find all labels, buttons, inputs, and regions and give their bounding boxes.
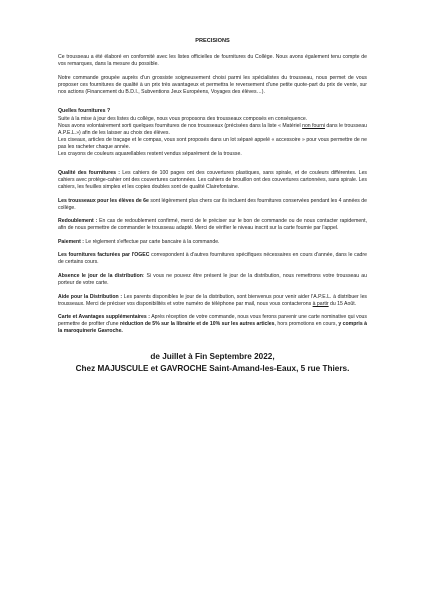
carte-label: Carte et Avantages supplémentaires : <box>58 314 150 321</box>
ogec-paragraph <box>58 252 367 266</box>
sixieme-label: Les trousseaux pour les élèves de 6e <box>58 197 149 204</box>
footer-dates: de Juillet à Fin Septembre 2022, <box>150 352 275 362</box>
ogec-label: Les fournitures facturées par l'OGEC <box>58 252 150 259</box>
redoublement-text: En cas de redoublement confirmé, merci de le préciser sur le bon de commande ou de nous contacter rapidement, afin de nous permettre de commander le trousseau adapté. Merci de vérifier le niveau inscrit sur la carte fournie par l'appel. <box>58 218 367 232</box>
carte-text-b: , hors promotions en cours, <box>274 321 339 328</box>
quelles-fournitures-section <box>58 108 367 158</box>
footer-location: Chez MAJUSCULE et GAVROCHE Saint-Amand-les-Eaux, 5 rue Thiers. <box>75 364 350 374</box>
quelles-fournitures-heading: Quelles fournitures ? <box>58 107 111 114</box>
quelles-line-1: Suite à la mise à jour des listes du collège, nous vous proposons des trousseaux composés en conséquence. <box>58 115 308 122</box>
qualite-paragraph <box>58 170 367 191</box>
quelles-line-4: Les crayons de couleurs aquarellables restent vendus séparément de la trousse. <box>58 151 242 158</box>
qualite-text: Les cahiers de 100 pages ont des couvertures plastiques, sans spirale, et de couleurs différentes. Les cahiers avec protège-cahier ont des couvertures cartonnées. Les cahiers de brouillon ont des couvertures cartonnées, sans spirale. Les cahiers, les feuilles simples et les copies doubles sont de qualité Clairefontaine. <box>58 170 368 191</box>
quelles-line-3: Les ciseaux, articles de traçage et le compas, vous sont proposés dans un lot séparé appelé « accessoire » pour vous permettre de ne pas les racheter chaque année. <box>58 136 367 150</box>
aide-paragraph <box>58 294 367 308</box>
page-title: PRECISIONS <box>195 38 230 44</box>
distribution-footer <box>58 351 367 375</box>
intro-paragraph: Ce trousseau a été élaboré en conformité avec les listes officielles de fournitures du Collège. Nous avons également tenu compte de vos remarques, dans la mesure du possible. <box>58 54 367 68</box>
qualite-label: Qualité des fournitures : <box>58 170 120 177</box>
aide-underlined: à partir <box>312 300 329 307</box>
carte-paragraph <box>58 314 367 335</box>
paiement-text: Le règlement s'effectue par carte bancaire à la commande. <box>84 238 220 245</box>
carte-text-a: Après réception de votre commande, nous vous ferons parvenir une carte nominative qui vous permettre de profiter d'une <box>58 314 367 328</box>
paiement-paragraph <box>58 239 367 246</box>
quelles-line-2-text-b: dans le trousseau A.P.E.L.») afin de les laisser au choix des élèves. <box>58 122 367 136</box>
aide-label: Aide pour la Distribution : <box>58 293 123 300</box>
aide-text-b: du 15 Août. <box>328 300 357 307</box>
ogec-text: correspondent à d'autres fournitures spécifiques nécessaires en cours d'année, dans le cadre de certains cours. <box>58 252 367 266</box>
commande-paragraph: Notre commande groupée auprès d'un grossiste soigneusement choisi parmi les spécialistes du trousseau, nous permet de vous proposer ces fournitures de qualité à un prix très avantageux et permettra le reversement d'une petite quote-part du prix de vente, sur nos actions (Financement du B.D.I., Subventions Jeux Européens, Voyages des élèves…). <box>58 74 367 95</box>
sixieme-paragraph <box>58 198 367 212</box>
paiement-label: Paiement : <box>58 238 84 245</box>
quelles-line-2 <box>58 123 367 137</box>
carte-bold-2: y compris à la maroquinerie Gavroche. <box>58 321 367 335</box>
absence-text: : Si vous ne pouvez être présent le jour de la distribution, nous remettrons votre trousseau au porteur de votre carte. <box>58 273 368 287</box>
carte-bold-1: réduction de 5% sur la librairie et de 10% sur les autres articles <box>119 321 275 328</box>
quelles-line-2-underlined: non fourni <box>302 122 325 129</box>
sixieme-text: sont légèrement plus chers car ils incluent des fournitures conservées pendant les 4 années de collège. <box>58 197 367 211</box>
aide-text-a: Les parents disponibles le jour de la distribution, sont bienvenus pour venir aider l'A.P.E.L. à distribuer les trousseaux. Merci de préciser vos disponibilités et votre numéro de téléphone par mail, nous vous contacterons <box>58 293 367 307</box>
quelles-line-2-text-a: Nous avons volontairement sorti quelques fournitures de nos trousseaux (précisées dans la liste « Matériel <box>58 122 303 129</box>
redoublement-label: Redoublement : <box>58 218 98 225</box>
absence-paragraph <box>58 273 367 287</box>
redoublement-paragraph <box>58 218 367 232</box>
absence-label: Absence le jour de la distribution <box>58 273 143 280</box>
